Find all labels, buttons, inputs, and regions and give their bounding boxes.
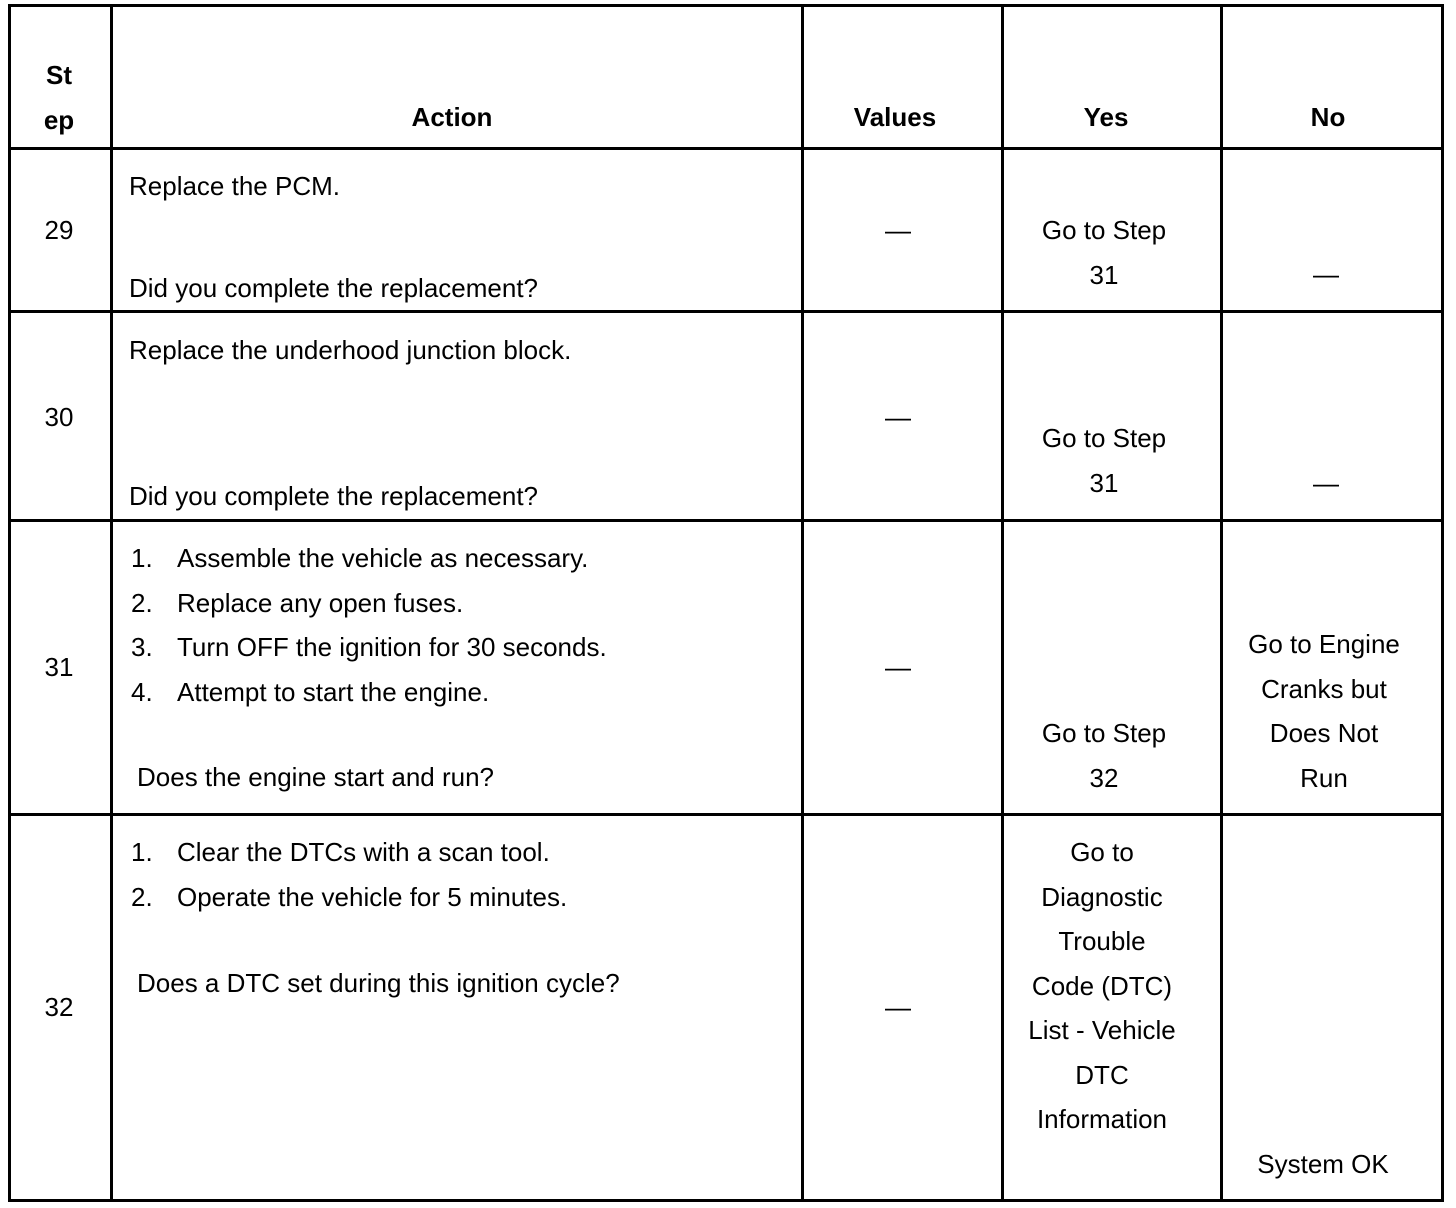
- no-cell: Go to Engine Cranks but Does Not Run: [1248, 629, 1400, 793]
- column-divider: [1001, 4, 1004, 1202]
- action-text: Replace the PCM.: [129, 171, 340, 201]
- values-cell: —: [885, 992, 911, 1022]
- table-border-top: [8, 4, 1444, 7]
- list-item: 1. Clear the DTCs with a scan tool.: [131, 837, 550, 867]
- step-number: 32: [44, 992, 74, 1022]
- values-cell: —: [885, 402, 911, 432]
- table-border-bottom: [8, 1199, 1444, 1202]
- column-divider: [1220, 4, 1223, 1202]
- step-number: 30: [44, 402, 74, 432]
- step-number: 29: [44, 215, 74, 245]
- header-yes: Yes: [1083, 102, 1129, 132]
- no-cell: —: [1313, 468, 1339, 498]
- action-question: Did you complete the replacement?: [129, 481, 539, 511]
- action-question: Did you complete the replacement?: [129, 273, 539, 303]
- column-divider: [110, 4, 113, 1202]
- step-number: 31: [44, 652, 74, 682]
- row-divider: [8, 519, 1444, 522]
- header-step: St ep: [43, 60, 75, 135]
- yes-cell: Go to Step 31: [1041, 215, 1167, 290]
- action-step-list: [131, 536, 607, 714]
- yes-cell: Go to Diagnostic Trouble Code (DTC) List - Vehicle DTC Information: [1028, 837, 1176, 1134]
- list-item: 1. Assemble the vehicle as necessary.: [131, 543, 589, 573]
- action-step-list: [131, 830, 567, 919]
- list-item: 3. Turn OFF the ignition for 30 seconds.: [131, 632, 607, 662]
- header-values: Values: [853, 102, 937, 132]
- yes-cell: Go to Step 32: [1041, 718, 1167, 793]
- action-question: Does the engine start and run?: [137, 762, 495, 792]
- header-divider: [8, 147, 1444, 150]
- action-question: Does a DTC set during this ignition cycle?: [137, 968, 620, 998]
- no-cell: —: [1313, 259, 1339, 289]
- yes-cell: Go to Step 31: [1041, 423, 1167, 498]
- row-divider: [8, 813, 1444, 816]
- list-item: 4. Attempt to start the engine.: [131, 676, 490, 707]
- values-cell: —: [885, 652, 911, 682]
- action-text: Replace the underhood junction block.: [129, 335, 572, 365]
- header-no: No: [1310, 102, 1346, 132]
- list-item: 2. Operate the vehicle for 5 minutes.: [131, 881, 568, 912]
- no-cell: System OK: [1257, 1149, 1389, 1179]
- header-action: Action: [411, 102, 493, 132]
- column-divider: [801, 4, 804, 1202]
- list-item: 2. Replace any open fuses.: [131, 587, 464, 618]
- table-border-right: [1441, 4, 1444, 1202]
- values-cell: —: [885, 215, 911, 245]
